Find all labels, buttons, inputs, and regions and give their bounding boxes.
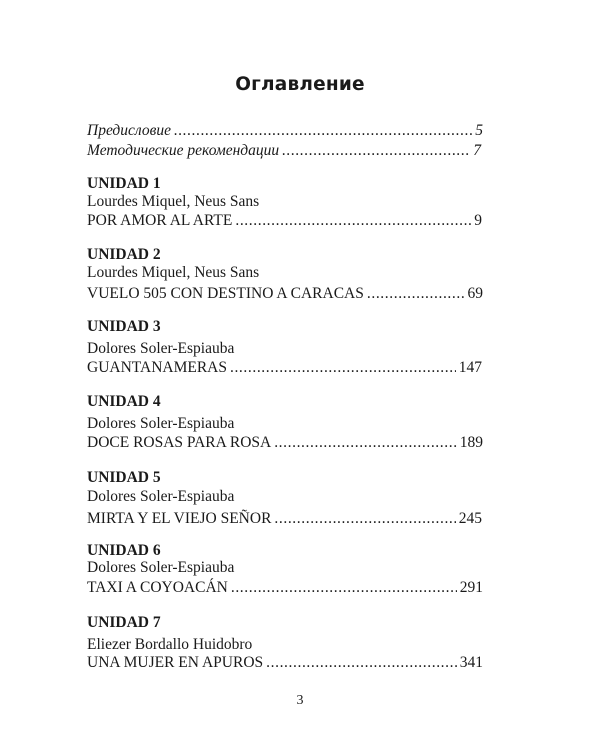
toc-entry-unit-4[interactable] [87,432,483,454]
toc-entry-title: Предисловие [87,122,171,139]
page-title: Оглавление [235,74,365,95]
toc-entry-title: UNA MUJER EN APUROS [87,654,264,671]
toc-entry-title: GUANTANAMERAS [87,359,227,376]
toc-entry-page: 291 [459,579,483,596]
toc-entry-unit-5[interactable] [87,508,482,530]
toc-entry-unit-1[interactable] [87,210,482,232]
toc-entry-title: MIRTA Y EL VIEJO SEÑOR [87,510,272,527]
toc-entry-unit-7[interactable] [87,652,483,674]
toc-entry-page: 147 [458,359,482,376]
page-number: 3 [296,693,304,708]
toc-entry-title: POR AMOR AL ARTE [87,212,233,229]
unit-heading: UNIDAD 4 [87,393,161,410]
dot-leader [174,120,472,142]
unit-author: Dolores Soler-Espiauba [87,488,235,505]
dot-leader [367,283,465,305]
unit-author: Dolores Soler-Espiauba [87,340,235,357]
dot-leader [282,140,470,162]
unit-heading: UNIDAD 6 [87,542,161,559]
dot-leader [230,357,456,379]
dot-leader [231,577,457,599]
dot-leader [266,652,457,674]
unit-heading: UNIDAD 5 [87,469,161,486]
toc-entry-page: 5 [475,122,483,139]
toc-entry-unit-3[interactable] [87,357,482,379]
toc-entry-methodology[interactable] [87,140,481,162]
toc-entry-unit-2[interactable] [87,283,483,305]
toc-entry-page: 7 [473,142,481,159]
unit-heading: UNIDAD 7 [87,614,161,631]
toc-entry-title: VUELO 505 CON DESTINO A CARACAS [87,285,364,302]
unit-author: Eliezer Bordallo Huidobro [87,636,253,653]
dot-leader [274,432,457,454]
unit-heading: UNIDAD 3 [87,318,161,335]
toc-entry-page: 9 [474,212,482,229]
toc-entry-title: DOCE ROSAS PARA ROSA [87,434,272,451]
toc-entry-page: 69 [467,285,483,302]
toc-entry-page: 245 [458,510,482,527]
dot-leader [274,508,455,530]
toc-entry-title: Методические рекомендации [87,142,280,159]
toc-entry-page: 341 [459,654,483,671]
toc-entry-title: TAXI A COYOACÁN [87,579,228,596]
unit-author: Lourdes Miquel, Neus Sans [87,264,260,281]
dot-leader [235,210,471,232]
unit-author: Lourdes Miquel, Neus Sans [87,193,260,210]
toc-entry-page: 189 [459,434,483,451]
unit-author: Dolores Soler-Espiauba [87,415,235,432]
toc-entry-unit-6[interactable] [87,577,483,599]
unit-heading: UNIDAD 2 [87,246,161,263]
unit-author: Dolores Soler-Espiauba [87,559,235,576]
toc-entry-preface[interactable] [87,120,483,142]
unit-heading: UNIDAD 1 [87,175,161,192]
